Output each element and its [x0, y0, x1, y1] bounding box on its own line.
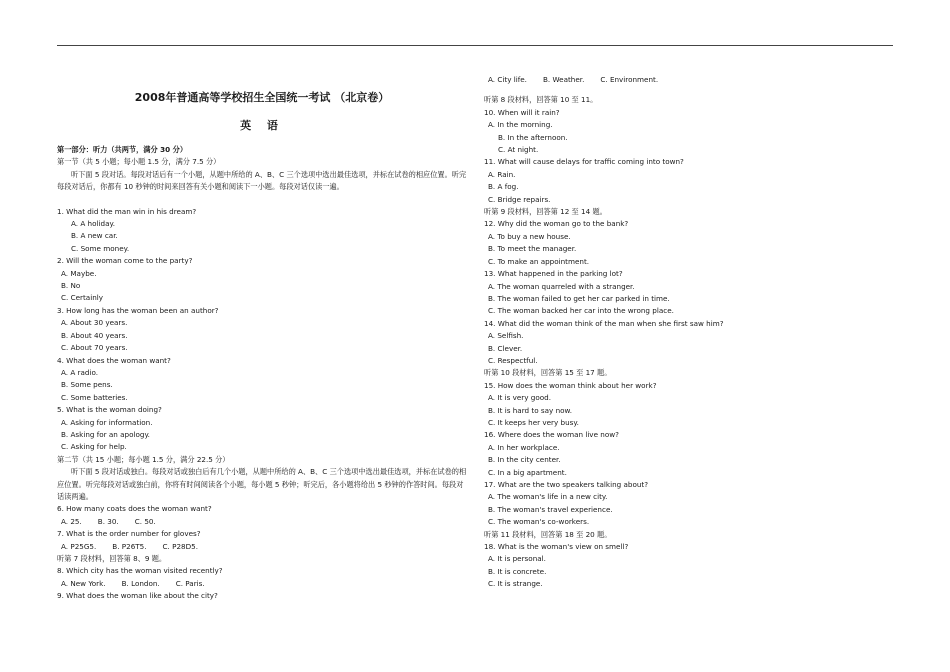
section-instructions: 听下面 5 段对话或独白。每段对话或独白后有几个小题，从题中所给的 A、B、C 三个选项中选出最佳选项，并标在试卷的相应位置。听完每段对话或独白前，你将有时间阅读各个小题，每小题 5 秒钟；听完后，各小题将给出 5 秒钟的作答时间。每段对话读两遍。 [57, 467, 467, 501]
section-instructions: 听下面 5 段对话。每段对话后有一个小题，从题中所给的 A、B、C 三个选项中选出最佳选项，并标在试卷的相应位置。听完每段对话后，你都有 10 秒钟的时间来回答有关小题和阅读下一小题。每段对话仅读一遍。 [57, 169, 467, 192]
option: B. Some pens. [61, 380, 113, 390]
question: 6. How many coats does the woman want? [57, 504, 212, 514]
option: C. The woman's co-workers. [488, 517, 590, 527]
option: A. It is very good. [488, 393, 551, 403]
option: C. Environment. [600, 75, 659, 84]
right-column [484, 74, 894, 591]
option: A. In the morning. [488, 120, 553, 130]
question: 10. When will it rain? [484, 107, 560, 117]
left-column [57, 90, 467, 603]
option: B. A new car. [71, 231, 118, 241]
option: B. P26T5. [112, 541, 147, 551]
question: 3. How long has the woman been an author? [57, 305, 219, 315]
option-row [57, 516, 467, 528]
option: A. To buy a new house. [488, 231, 571, 241]
option: A. In her workplace. [488, 442, 560, 452]
option: C. About 70 years. [61, 343, 128, 353]
option: A. City life. [488, 75, 527, 84]
option: A. 25. [61, 516, 82, 526]
option: B. The woman failed to get her car parked in time. [488, 293, 670, 303]
option: A. The woman's life in a new city. [488, 492, 608, 502]
subject-title: 英 语 [240, 119, 284, 132]
option: A. Selfish. [488, 331, 524, 341]
material-heading: 听第 8 段材料，回答第 10 至 11。 [484, 95, 598, 105]
option: B. Clever. [488, 343, 523, 353]
option: C. Some batteries. [61, 392, 128, 402]
part-heading: 第一部分：听力（共两节，满分 30 分） [57, 145, 188, 154]
option: A. A holiday. [71, 219, 115, 229]
option: B. It is concrete. [488, 566, 547, 576]
material-heading: 听第 10 段材料，回答第 15 至 17 题。 [484, 368, 612, 378]
option: C. Paris. [175, 578, 205, 588]
question: 5. What is the woman doing? [57, 405, 162, 415]
question: 8. Which city has the woman visited recently? [57, 566, 223, 576]
option: C. In a big apartment. [488, 467, 567, 477]
option: C. Asking for help. [61, 442, 127, 452]
question: 4. What does the woman want? [57, 355, 171, 365]
question: 17. What are the two speakers talking about? [484, 480, 649, 489]
question: 15. How does the woman think about her work? [484, 380, 657, 390]
option: A. The woman quarreled with a stranger. [488, 281, 635, 291]
question: 13. What happened in the parking lot? [484, 269, 623, 279]
option: B. It is hard to say now. [488, 405, 573, 415]
option: C. Respectful. [488, 355, 538, 365]
option: A. New York. [61, 578, 106, 588]
option: C. It is strange. [488, 579, 543, 589]
option: B. London. [121, 578, 160, 588]
material-heading: 听第 7 段材料，回答第 8、9 题。 [57, 554, 167, 563]
option: B. Asking for an apology. [61, 429, 150, 439]
option: C. Some money. [71, 243, 130, 253]
option: B. A fog. [488, 182, 519, 192]
option: B. Weather. [542, 75, 585, 84]
header-rule [57, 45, 893, 46]
section-heading: 第二节（共 15 小题；每小题 1.5 分，满分 22.5 分） [57, 454, 230, 464]
section-heading: 第一节（共 5 小题；每小题 1.5 分，满分 7.5 分） [57, 157, 221, 167]
question: 12. Why did the woman go to the bank? [484, 219, 629, 229]
option: C. P28D5. [162, 541, 198, 551]
option: C. It keeps her very busy. [488, 417, 579, 427]
option: B. To meet the manager. [488, 244, 577, 254]
question: 7. What is the order number for gloves? [57, 529, 201, 539]
option: A. It is personal. [488, 554, 546, 564]
material-heading: 听第 9 段材料，回答第 12 至 14 题。 [484, 207, 607, 217]
option: A. A radio. [61, 367, 99, 377]
option: C. Bridge repairs. [488, 194, 551, 204]
option: A. Maybe. [61, 268, 97, 278]
question: 16. Where does the woman live now? [484, 430, 619, 440]
option: B. In the afternoon. [498, 132, 568, 142]
option: A. P25G5. [61, 541, 97, 551]
option: A. About 30 years. [61, 318, 128, 328]
question: 11. What will cause delays for traffic coming into town? [484, 157, 684, 167]
option: B. No [61, 281, 81, 291]
option: A. Asking for information. [61, 417, 153, 427]
option: B. About 40 years. [61, 330, 128, 340]
exam-title: 2008年普通高等学校招生全国统一考试 （北京卷） [134, 91, 390, 104]
option: C. To make an appointment. [488, 256, 590, 266]
option: B. 30. [97, 516, 119, 526]
option: C. 50. [134, 516, 156, 526]
option-row [57, 578, 467, 590]
option: C. Certainly [61, 293, 104, 303]
option: B. In the city center. [488, 455, 561, 465]
option: A. Rain. [488, 169, 516, 179]
question: 18. What is the woman's view on smell? [484, 542, 629, 552]
question: 2. Will the woman come to the party? [57, 256, 193, 266]
option-row [484, 74, 894, 86]
option: B. The woman's travel experience. [488, 504, 613, 514]
question: 9. What does the woman like about the city? [57, 591, 218, 601]
question: 14. What did the woman think of the man when she first saw him? [484, 318, 724, 328]
material-heading: 听第 11 段材料，回答第 18 至 20 题。 [484, 529, 612, 539]
option-row [57, 541, 467, 553]
option: C. At night. [498, 145, 539, 155]
question: 1. What did the man win in his dream? [57, 206, 197, 216]
option: C. The woman backed her car into the wrong place. [488, 306, 674, 316]
